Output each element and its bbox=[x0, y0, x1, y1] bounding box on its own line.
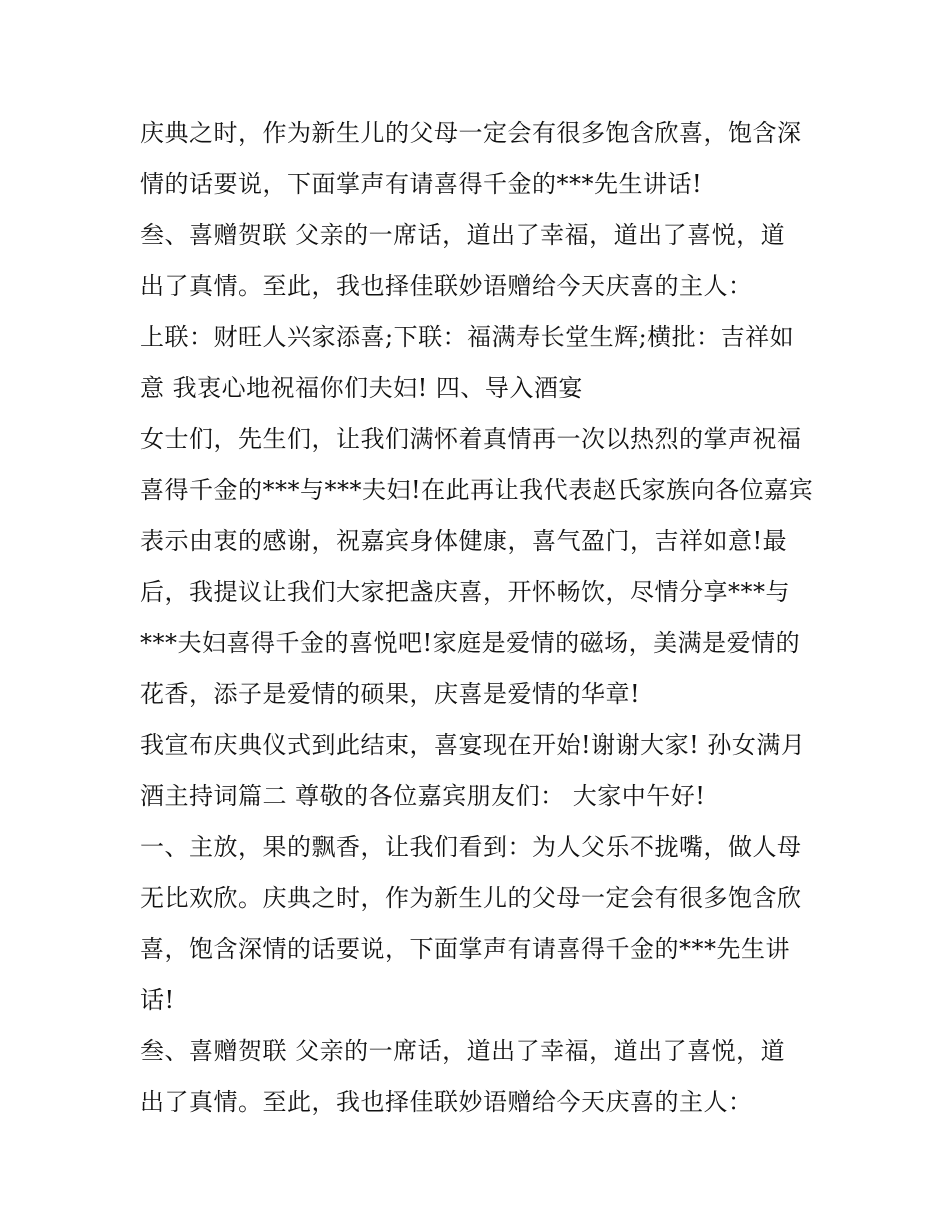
text-line: 叁、喜赠贺联 父亲的一席话，道出了幸福，道出了喜悦，道 bbox=[140, 221, 786, 249]
text-line: 后，我提议让我们大家把盏庆喜，开怀畅饮，尽情分享***与 bbox=[140, 578, 790, 606]
text-line: 表示由衷的感谢，祝嘉宾身体健康，喜气盈门，吉祥如意!最 bbox=[140, 527, 788, 555]
text-line: ***夫妇喜得千金的喜悦吧!家庭是爱情的磁场，美满是爱情的 bbox=[140, 629, 801, 657]
document-body bbox=[140, 108, 820, 1128]
text-line: 上联：财旺人兴家添喜;下联：福满寿长堂生辉;横批：吉祥如 bbox=[140, 323, 795, 351]
text-line: 叁、喜赠贺联 父亲的一席话，道出了幸福，道出了喜悦，道 bbox=[140, 1037, 786, 1065]
text-line: 话! bbox=[140, 986, 175, 1014]
text-line: 一、主放，果的飘香，让我们看到：为人父乐不拢嘴，做人母 bbox=[140, 833, 802, 861]
text-line: 出了真情。至此，我也择佳联妙语赠给今天庆喜的主人： bbox=[140, 272, 753, 300]
text-line: 庆典之时，作为新生儿的父母一定会有很多饱含欣喜，饱含深 bbox=[140, 119, 802, 147]
text-line: 喜得千金的***与***夫妇!在此再让我代表赵氏家族向各位嘉宾 bbox=[140, 476, 814, 504]
text-line: 喜，饱含深情的话要说，下面掌声有请喜得千金的***先生讲 bbox=[140, 935, 790, 963]
text-line: 酒主持词篇二 尊敬的各位嘉宾朋友们： 大家中午好! bbox=[140, 782, 706, 810]
text-line: 我宣布庆典仪式到此结束，喜宴现在开始!谢谢大家! 孙女满月 bbox=[140, 731, 806, 759]
text-line: 无比欢欣。庆典之时，作为新生儿的父母一定会有很多饱含欣 bbox=[140, 884, 802, 912]
text-line: 意 我衷心地祝福你们夫妇! 四、导入酒宴 bbox=[140, 374, 583, 402]
text-line: 出了真情。至此，我也择佳联妙语赠给今天庆喜的主人： bbox=[140, 1088, 753, 1116]
text-line: 女士们，先生们，让我们满怀着真情再一次以热烈的掌声祝福 bbox=[140, 425, 802, 453]
text-line: 情的话要说，下面掌声有请喜得千金的***先生讲话! bbox=[140, 170, 703, 198]
text-line: 花香，添子是爱情的硕果，庆喜是爱情的华章! bbox=[140, 680, 641, 708]
